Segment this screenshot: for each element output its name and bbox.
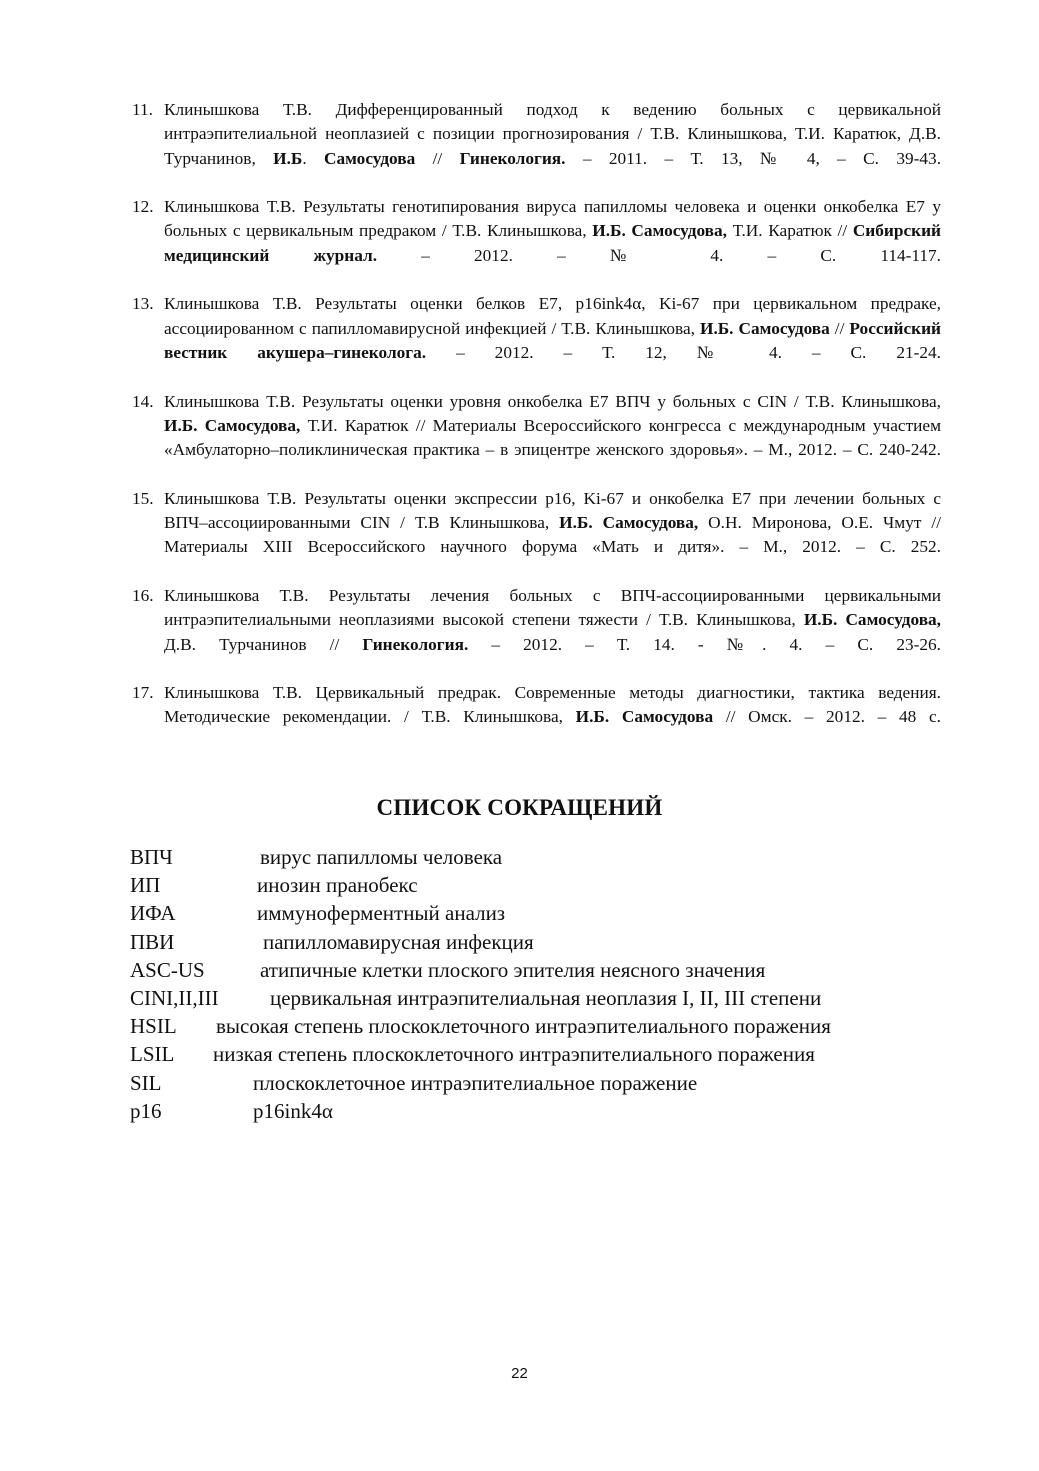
reference-number: 15. (132, 488, 154, 508)
abbreviation-definition: p16ink4α (253, 1098, 333, 1123)
abbreviation-row (130, 928, 950, 956)
abbreviation-term: CINI,II,III (130, 985, 219, 1010)
abbreviation-definition: иммуноферментный анализ (257, 901, 506, 926)
abbreviation-term: ПВИ (130, 929, 175, 954)
abbreviation-term: LSIL (130, 1042, 175, 1067)
reference-number: 13. (132, 294, 154, 314)
abbreviation-term: HSIL (130, 1014, 177, 1039)
abbreviation-definition: вирус папилломы человека (260, 845, 503, 869)
reference-item (132, 487, 941, 584)
reference-item (132, 681, 941, 754)
reference-item (132, 390, 941, 487)
reference-item (132, 292, 941, 389)
reference-text: Клинышкова Т.В. Результаты лечения больных с ВПЧ-ассоциированными цервикальными интраэпителиальными неоплазиями высокой степени тяжести / Т.В. Клинышкова, И.Б. Самосудова, Д.В. Турчанинов // Гинекология. – 2012. – Т. 14. - №. 4. – С. 23-26. (164, 585, 941, 654)
abbreviation-row (130, 899, 950, 927)
abbreviation-row (130, 871, 950, 899)
reference-item (132, 584, 941, 681)
abbreviation-definition: низкая степень плоскоклеточного интраэпителиального поражения (213, 1042, 815, 1067)
abbreviation-definition: инозин пранобекс (257, 873, 418, 898)
abbreviation-row (130, 1012, 950, 1040)
reference-number: 17. (132, 683, 154, 703)
abbreviation-row (130, 843, 950, 871)
abbreviation-definition: папилломавирусная инфекция (263, 929, 534, 954)
reference-number: 11. (132, 100, 153, 119)
abbreviation-definition: атипичные клетки плоского эпителия неясного значения (260, 957, 766, 982)
reference-item (132, 98, 941, 195)
reference-text: Клинышкова Т.В. Дифференцированный подход к ведению больных с цервикальной интраэпителиальной неоплазией с позиции прогнозирования / Т.В. Клинышкова, Т.И. Каратюк, Д.В. Турчанинов, И.Б. Самосудова // Гинекология. – 2011. – Т. 13, № 4, – С. 39-43. (164, 100, 942, 168)
abbreviation-row (130, 1040, 950, 1068)
abbreviation-definition: цервикальная интраэпителиальная неоплазия I, II, III степени (270, 985, 822, 1010)
abbreviation-row (130, 1097, 950, 1125)
reference-number: 14. (132, 391, 154, 411)
abbreviation-definition: высокая степень плоскоклеточного интраэпителиального поражения (216, 1014, 831, 1039)
reference-item (132, 195, 941, 292)
abbreviations-list (130, 843, 950, 1125)
abbreviation-term: ASC-US (130, 957, 205, 982)
abbreviation-term: ВПЧ (130, 845, 173, 869)
page-number: 22 (511, 1365, 528, 1382)
abbreviation-row (130, 984, 950, 1012)
abbreviations-heading: СПИСОК СОКРАЩЕНИЙ (376, 795, 663, 820)
reference-text: Клинышкова Т.В. Результаты оценки экспрессии p16, Ki-67 и онкобелка Е7 при лечении больных с ВПЧ–ассоциированными CIN / Т.В Клинышкова, И.Б. Самосудова, О.Н. Миронова, О.Е. Чмут // Материалы XIII Всероссийского научного форума «Мать и дитя». – М., 2012. – С. 252. (164, 488, 941, 557)
abbreviation-row (130, 1069, 950, 1097)
abbreviation-definition: плоскоклеточное интраэпителиальное поражение (253, 1070, 698, 1095)
reference-list (132, 98, 941, 754)
abbreviation-term: ИП (130, 873, 161, 898)
abbreviation-term: p16 (130, 1098, 162, 1123)
reference-text: Клинышкова Т.В. Результаты оценки уровня онкобелка Е7 ВПЧ у больных с CIN / Т.В. Клинышкова, И.Б. Самосудова, Т.И. Каратюк // Материалы Всероссийского конгресса с международным участием «Амбулаторно–поликлиническая практика – в эпицентре женского здоровья». – М., 2012. – С. 240-242. (164, 391, 941, 460)
reference-text: Клинышкова Т.В. Результаты оценки белков Е7, p16ink4α, Ki-67 при цервикальном предраке, ассоциированном с папилломавирусной инфекцией / Т.В. Клинышкова, И.Б. Самосудова // Российский вестник акушера–гинеколога. – 2012. – Т. 12, № 4. – С. 21-24. (164, 294, 941, 362)
abbreviation-term: ИФА (130, 901, 176, 926)
reference-text: Клинышкова Т.В. Цервикальный предрак. Современные методы диагностики, тактика ведения. Методические рекомендации. / Т.В. Клинышкова, И.Б. Самосудова // Омск. – 2012. – 48 с. (164, 683, 941, 727)
reference-text: Клинышкова Т.В. Результаты генотипирования вируса папилломы человека и оценки онкобелка Е7 у больных с цервикальным предраком / Т.В. Клинышкова, И.Б. Самосудова, Т.И. Каратюк // Сибирский медицинский журнал. – 2012. – № 4. – С. 114-117. (164, 197, 941, 265)
reference-number: 12. (132, 197, 154, 217)
reference-number: 16. (132, 585, 154, 605)
abbreviation-row (130, 956, 950, 984)
abbreviation-term: SIL (130, 1070, 162, 1095)
